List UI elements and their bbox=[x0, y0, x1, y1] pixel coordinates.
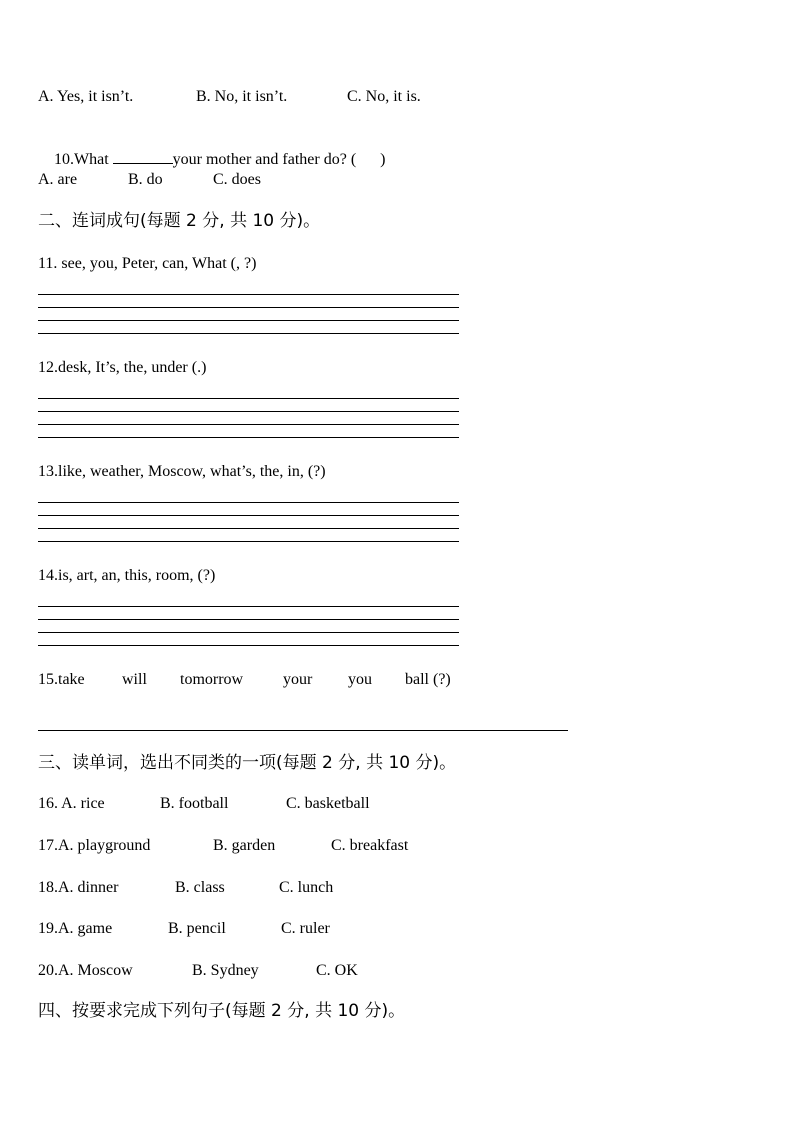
q10-option-a: A. are bbox=[38, 171, 78, 188]
q16-option-c: C. basketball bbox=[286, 795, 370, 812]
q12-prompt: 12.desk, It’s, the, under (.) bbox=[38, 359, 207, 376]
q14-answer-line-3 bbox=[38, 632, 459, 633]
q18-option-a: 18.A. dinner bbox=[38, 879, 119, 896]
q12-answer-line-3 bbox=[38, 424, 459, 425]
q17-option-c: C. breakfast bbox=[331, 837, 409, 854]
q14-answer-line-2 bbox=[38, 619, 459, 620]
q20-option-c: C. OK bbox=[316, 962, 358, 979]
q10-prefix: 10.What bbox=[54, 151, 113, 168]
q10-option-c: C. does bbox=[213, 171, 261, 188]
q10-blank bbox=[113, 149, 173, 164]
q10-suffix: your mother and father do? ( ) bbox=[172, 151, 386, 168]
q11-answer-line-4 bbox=[38, 333, 459, 334]
q13-answer-line-2 bbox=[38, 515, 459, 516]
q15-word-4: your bbox=[283, 671, 313, 688]
q13-answer-line-3 bbox=[38, 528, 459, 529]
q11-prompt: 11. see, you, Peter, can, What (, ?) bbox=[38, 255, 257, 272]
q9-option-a: A. Yes, it isn’t. bbox=[38, 88, 134, 105]
q13-prompt: 13.like, weather, Moscow, what’s, the, in, (?) bbox=[38, 463, 326, 480]
q15-answer-line bbox=[38, 730, 568, 731]
q15-word-6: ball (?) bbox=[405, 671, 451, 688]
q15-word-3: tomorrow bbox=[180, 671, 244, 688]
q9-option-b: B. No, it isn’t. bbox=[196, 88, 288, 105]
section-3-title: 三、读单词，选出不同类的一项(每题 2 分, 共 10 分)。 bbox=[38, 753, 457, 773]
q10-option-b: B. do bbox=[128, 171, 163, 188]
q15-word-5: you bbox=[348, 671, 372, 688]
q19-option-a: 19.A. game bbox=[38, 920, 113, 937]
q11-answer-line-1 bbox=[38, 294, 459, 295]
q18-option-b: B. class bbox=[175, 879, 225, 896]
q12-answer-line-2 bbox=[38, 411, 459, 412]
q17-option-b: B. garden bbox=[213, 837, 276, 854]
q17-option-a: 17.A. playground bbox=[38, 837, 151, 854]
q14-prompt: 14.is, art, an, this, room, (?) bbox=[38, 567, 216, 584]
q16-option-a: 16. A. rice bbox=[38, 795, 105, 812]
q14-answer-line-1 bbox=[38, 606, 459, 607]
q19-option-c: C. ruler bbox=[281, 920, 330, 937]
q11-answer-line-3 bbox=[38, 320, 459, 321]
q12-answer-line-1 bbox=[38, 398, 459, 399]
q15-word-1: 15.take bbox=[38, 671, 85, 688]
q20-option-b: B. Sydney bbox=[192, 962, 259, 979]
q13-answer-line-4 bbox=[38, 541, 459, 542]
q15-word-2: will bbox=[122, 671, 147, 688]
q13-answer-line-1 bbox=[38, 502, 459, 503]
q9-option-c: C. No, it is. bbox=[347, 88, 421, 105]
q11-answer-line-2 bbox=[38, 307, 459, 308]
q20-option-a: 20.A. Moscow bbox=[38, 962, 133, 979]
q16-option-b: B. football bbox=[160, 795, 229, 812]
section-4-title: 四、按要求完成下列句子(每题 2 分, 共 10 分)。 bbox=[38, 1001, 406, 1021]
q12-answer-line-4 bbox=[38, 437, 459, 438]
section-2-title: 二、连词成句(每题 2 分, 共 10 分)。 bbox=[38, 211, 321, 231]
q19-option-b: B. pencil bbox=[168, 920, 226, 937]
q10-question bbox=[38, 129, 385, 190]
q18-option-c: C. lunch bbox=[279, 879, 334, 896]
q14-answer-line-4 bbox=[38, 645, 459, 646]
